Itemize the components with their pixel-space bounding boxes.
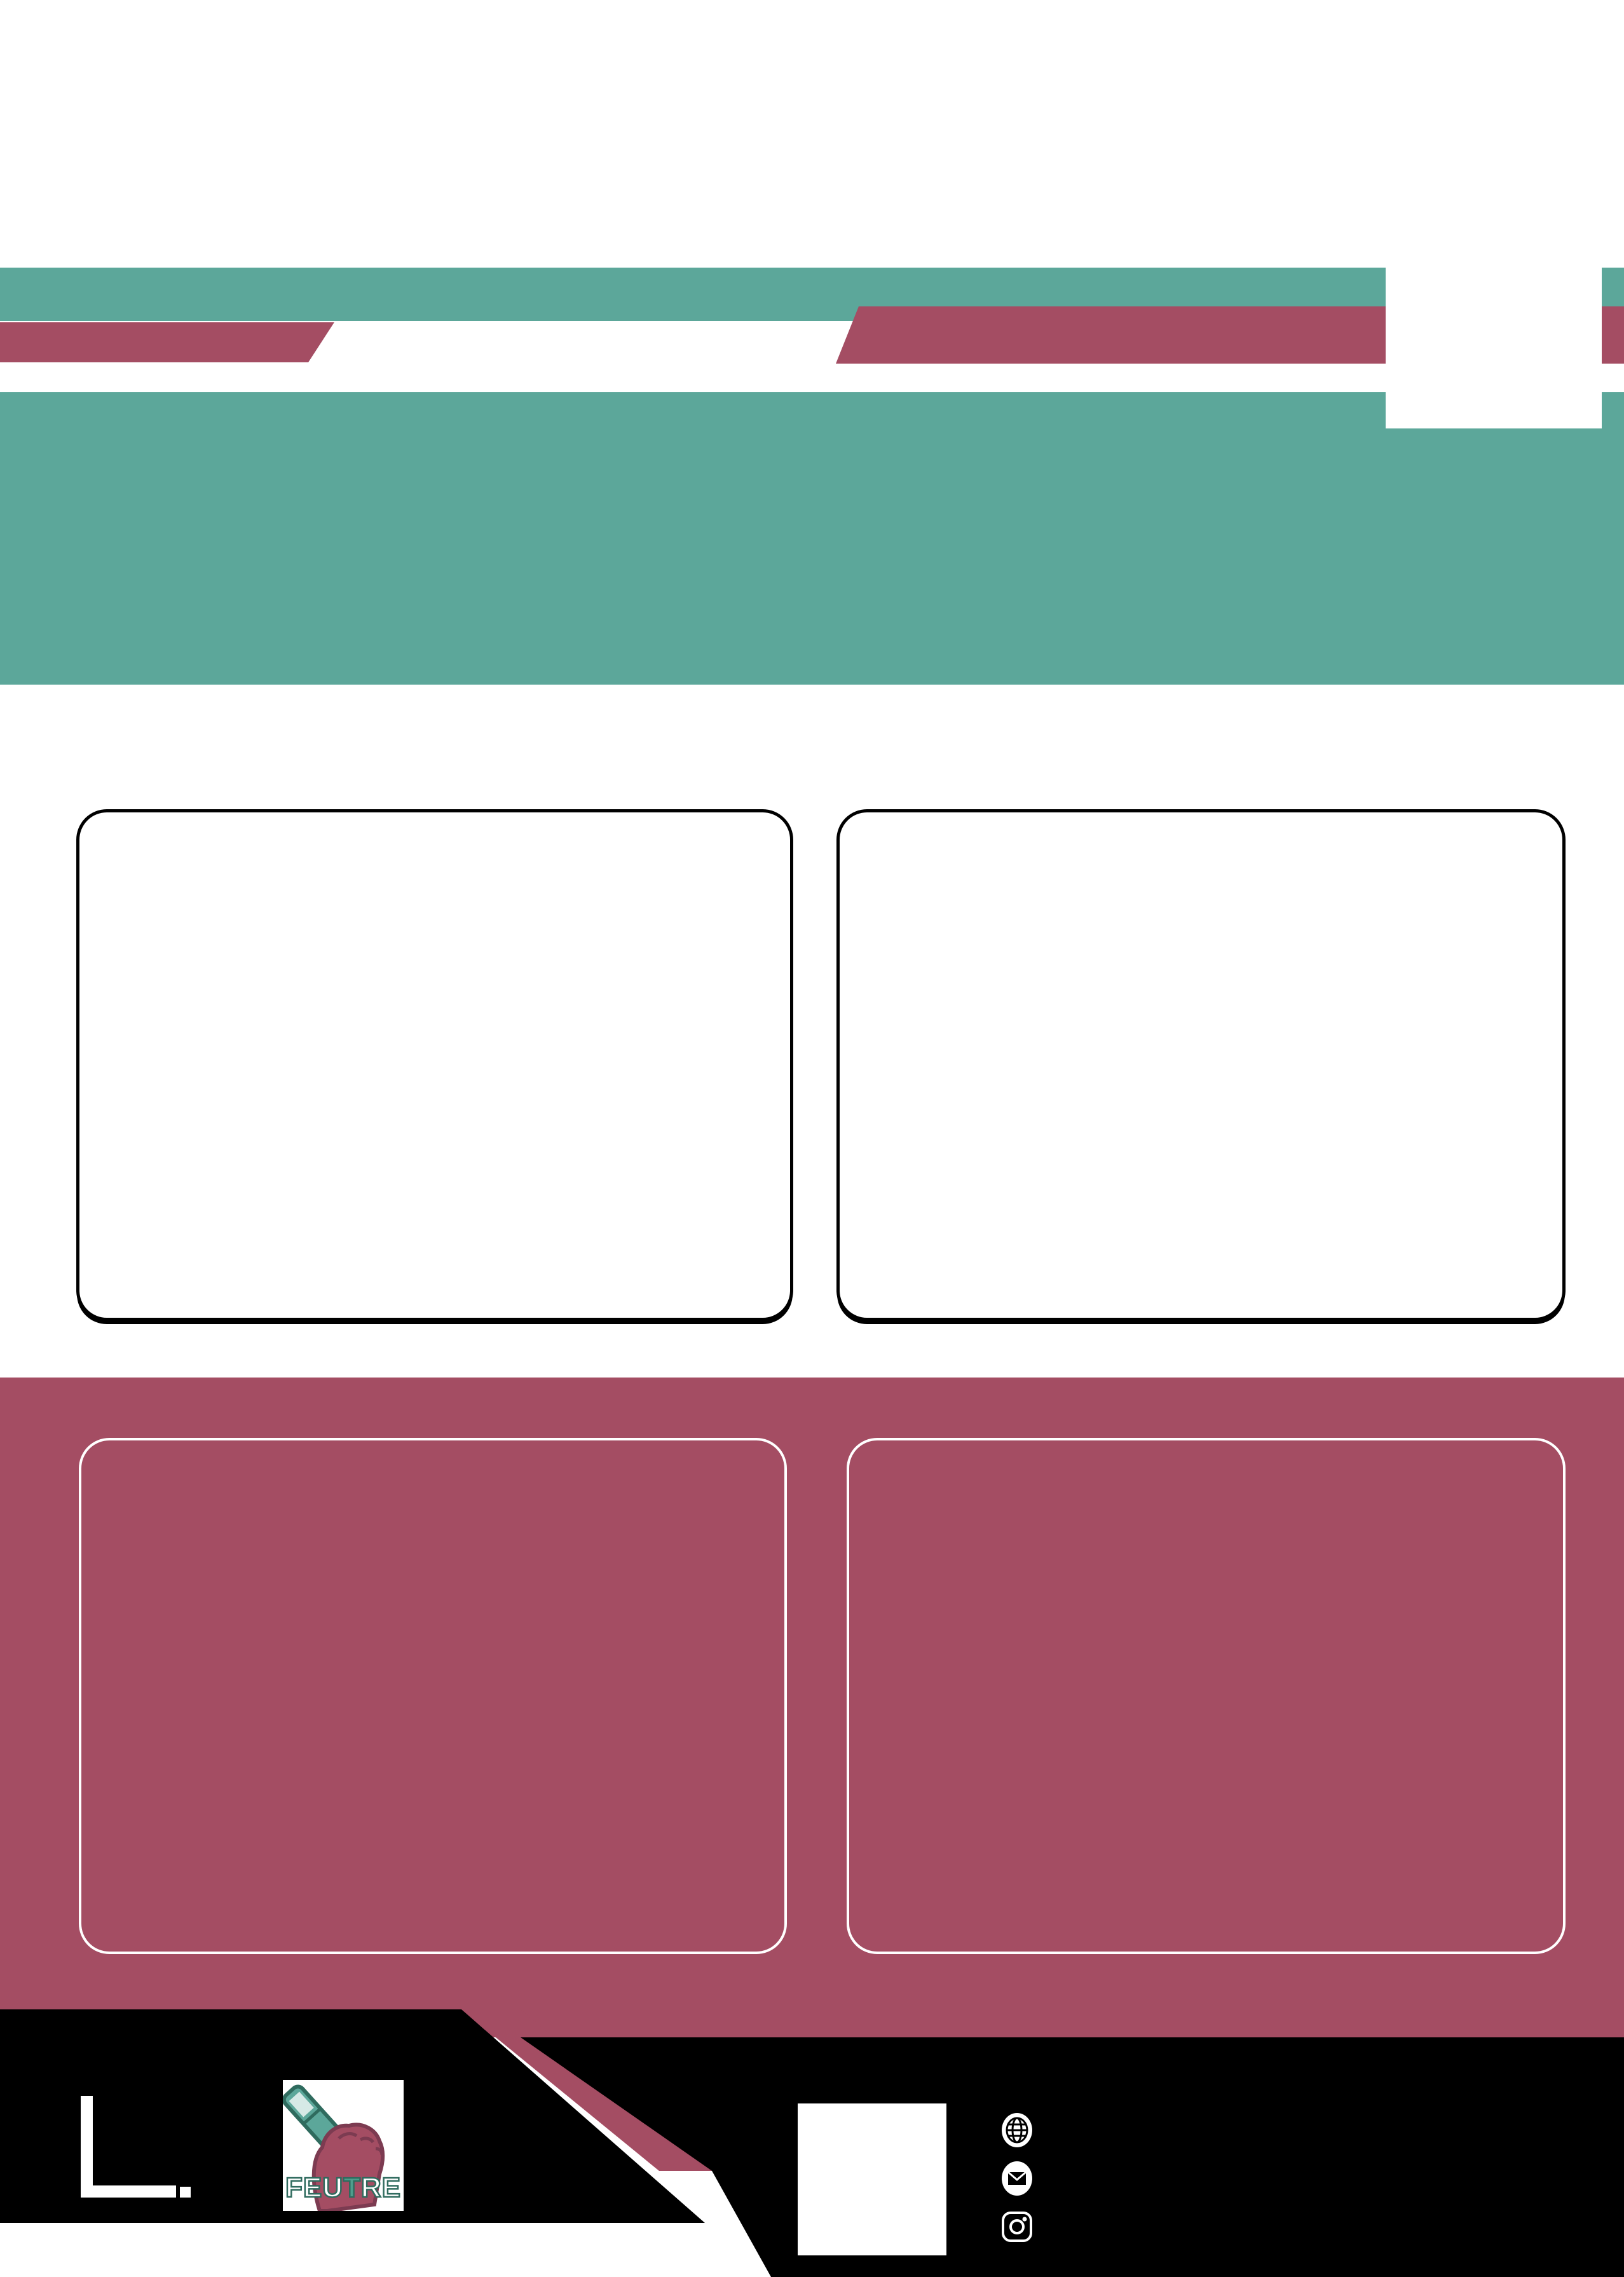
contact-row-email — [999, 2160, 1051, 2197]
liste-logo-vertical-bar — [81, 2096, 93, 2198]
liste-logo-horizontal-bar — [81, 2185, 176, 2198]
qr-code-icon — [807, 2114, 938, 2245]
qr-code-vote — [1386, 224, 1602, 428]
card-education — [836, 809, 1566, 1321]
contact-row-instagram — [999, 2208, 1051, 2245]
svg-text:FEUTRE: FEUTRE — [285, 2172, 402, 2203]
feutre-logo — [283, 2080, 404, 2211]
qr-code-icon — [1398, 231, 1589, 421]
qr-code-contact — [798, 2103, 946, 2255]
card-reformer-universite — [79, 1438, 787, 1954]
card-handicap — [76, 809, 793, 1321]
liste-logo-square — [180, 2187, 191, 2198]
instagram-icon — [999, 2209, 1035, 2245]
globe-icon — [999, 2112, 1035, 2148]
mail-icon — [999, 2161, 1035, 2196]
liste-logo — [81, 2096, 208, 2199]
maroon-stripe-left — [0, 322, 346, 362]
feutre-fist-pen-icon — [283, 2080, 404, 2211]
card-campus-association — [847, 1438, 1566, 1954]
qui-sommes-nous-section — [0, 392, 1624, 685]
contact-row-website — [999, 2112, 1051, 2149]
